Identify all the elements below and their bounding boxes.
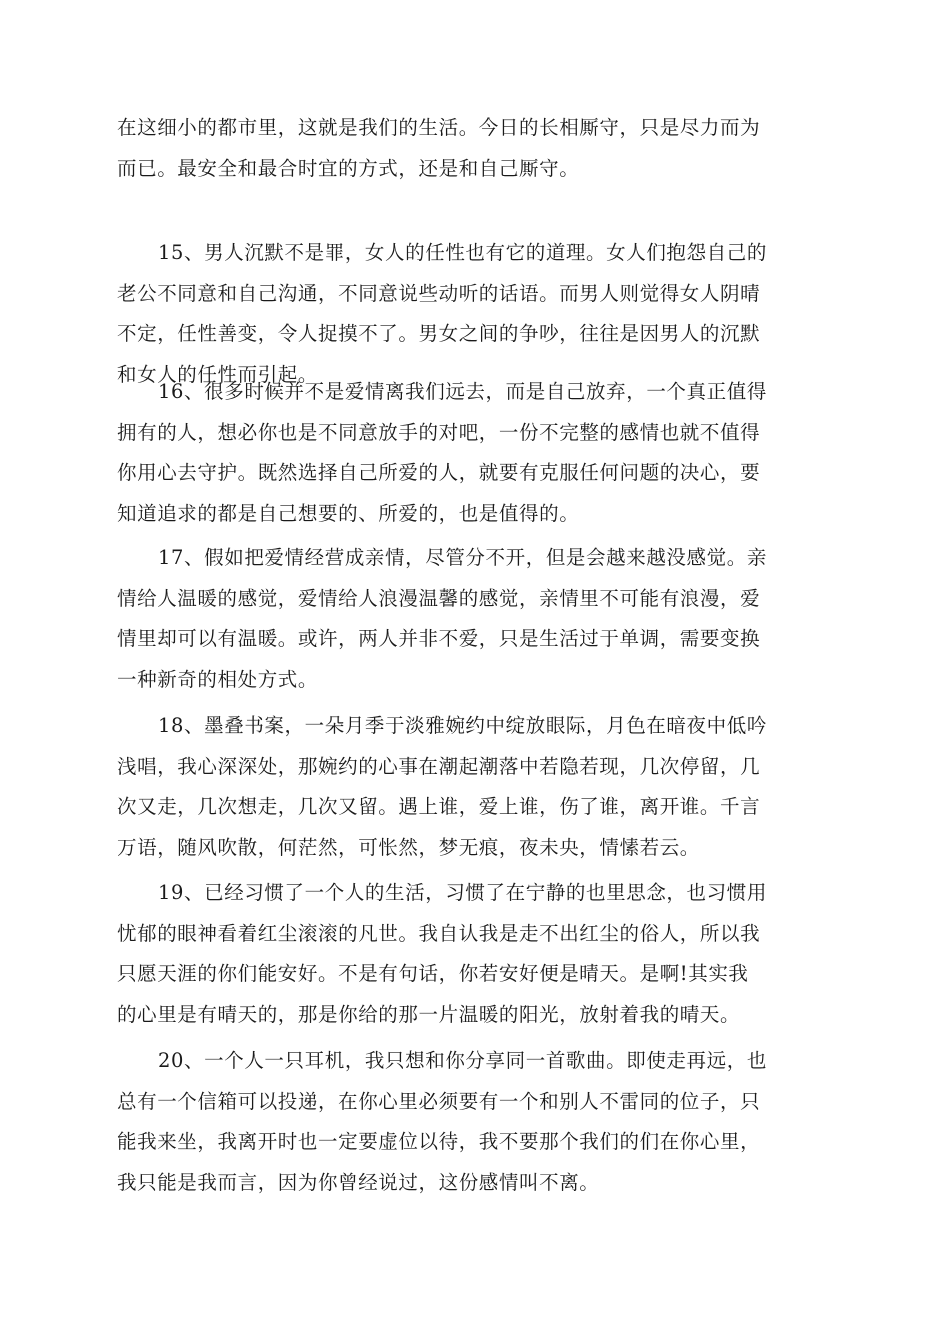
- text-line: 能我来坐，我离开时也一定要虚位以待，我不要那个我们的们在你心里，: [117, 1130, 761, 1153]
- text-line: 拥有的人，想必你也是不同意放手的对吧，一份不完整的感情也就不值得: [117, 420, 761, 444]
- text-line: 的心里是有晴天的，那是你给的那一片温暖的阳光，放射着我的晴天。: [117, 1002, 741, 1026]
- paragraph-19: [117, 873, 833, 1035]
- text-line: 18、墨叠书案，一朵月季于淡雅婉约中绽放眼际，月色在暗夜中低吟: [158, 714, 767, 737]
- text-line: 万语，随风吹散，何茫然，可怅然，梦无痕，夜未央，情愫若云。: [117, 835, 700, 859]
- text-line: 17、假如把爱情经营成亲情，尽管分不开，但是会越来越没感觉。亲: [158, 546, 767, 569]
- text-line: 忧郁的眼神看着红尘滚滚的凡世。我自认我是走不出红尘的俗人，所以我: [117, 921, 761, 945]
- paragraph-continuation: [117, 108, 833, 189]
- text-line: 20、一个人一只耳机，我只想和你分享同一首歌曲。即使走再远，也: [158, 1049, 767, 1072]
- text-line: 知道追求的都是自己想要的、所爱的，也是值得的。: [117, 501, 580, 525]
- text-line: 而已。最安全和最合时宜的方式，还是和自己厮守。: [117, 156, 580, 180]
- paragraph-16: [117, 372, 833, 534]
- text-line: 浅唱，我心深深处，那婉约的心事在潮起潮落中若隐若现，几次停留，几: [117, 754, 761, 778]
- text-line: 不定，任性善变，令人捉摸不了。男女之间的争吵，往往是因男人的沉默: [117, 322, 761, 345]
- text-line: 一种新奇的相处方式。: [117, 667, 319, 691]
- paragraph-17: [117, 538, 833, 700]
- text-line: 19、已经习惯了一个人的生活，习惯了在宁静的也里思念，也习惯用: [158, 881, 767, 904]
- text-line: 你用心去守护。既然选择自己所爱的人，就要有克服任何问题的决心，要: [117, 461, 761, 484]
- text-line: 和女人的任性而引起。: [117, 362, 319, 386]
- text-line: 老公不同意和自己沟通，不同意说些动听的话语。而男人则觉得女人阴晴: [117, 281, 761, 305]
- text-line: 我只能是我而言，因为你曾经说过，这份感情叫不离。: [117, 1170, 600, 1194]
- paragraph-18: [117, 706, 833, 868]
- text-line: 只愿天涯的你们能安好。不是有句话，你若安好便是晴天。是啊!其实我: [117, 962, 749, 985]
- text-line: 16、很多时候并不是爱情离我们远去，而是自己放弃，一个真正值得: [158, 380, 767, 403]
- text-line: 总有一个信箱可以投递，在你心里必须要有一个和别人不雷同的位子，只: [117, 1089, 761, 1113]
- text-line: 次又走，几次想走，几次又留。遇上谁，爱上谁，伤了谁，离开谁。千言: [117, 795, 761, 818]
- text-line: 情给人温暖的感觉，爱情给人浪漫温馨的感觉，亲情里不可能有浪漫，爱: [117, 586, 761, 610]
- paragraph-20: [117, 1041, 833, 1203]
- text-line: 15、男人沉默不是罪，女人的任性也有它的道理。女人们抱怨自己的: [158, 241, 767, 264]
- text-line: 在这细小的都市里，这就是我们的生活。今日的长相厮守，只是尽力而为: [117, 116, 761, 139]
- paragraph-15: [117, 233, 833, 395]
- text-line: 情里却可以有温暖。或许，两人并非不爱，只是生活过于单调，需要变换: [117, 627, 761, 650]
